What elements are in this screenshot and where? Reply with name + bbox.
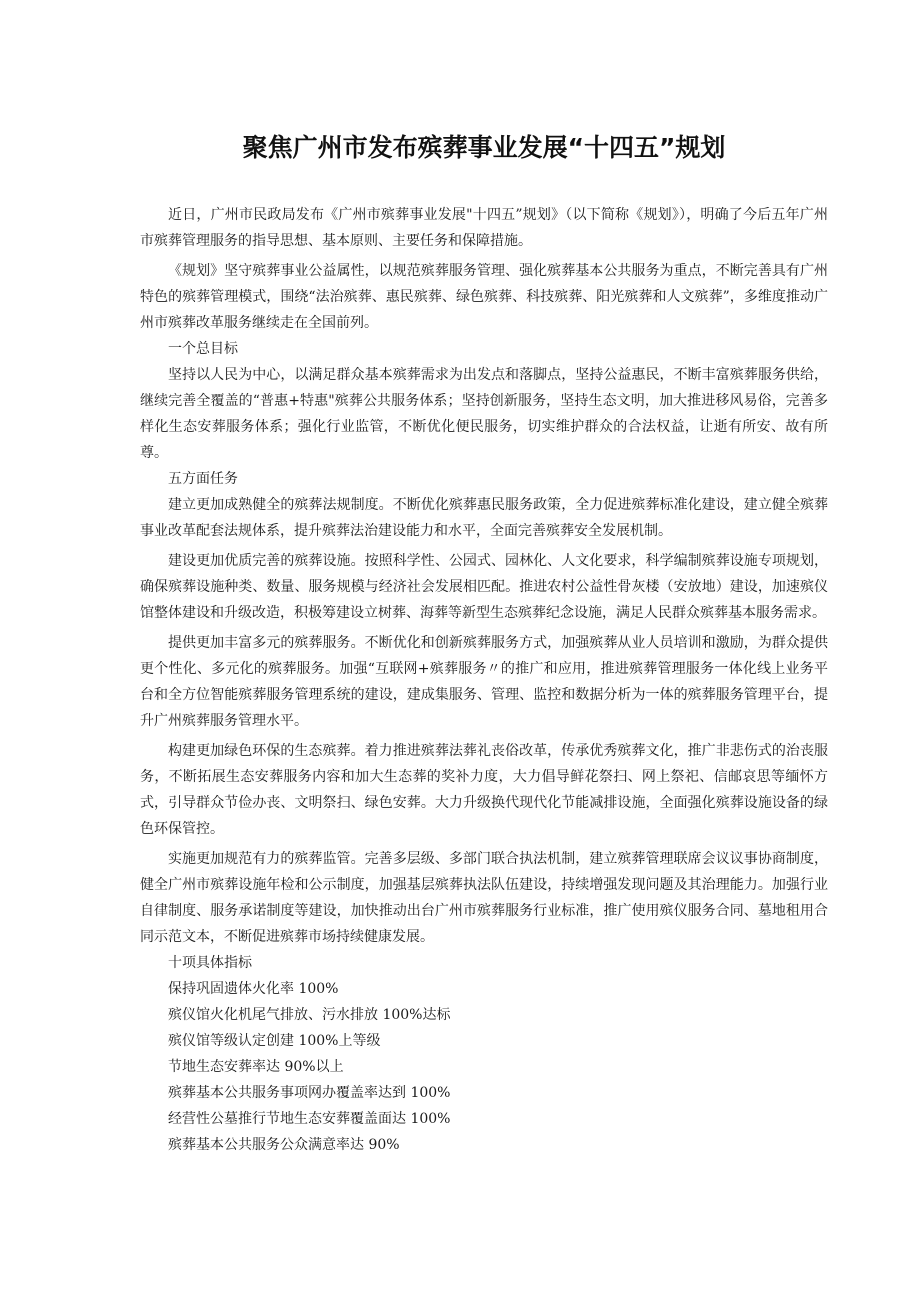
indicator-item: 节地生态安葬率达 90%以上 xyxy=(168,1059,344,1075)
indicator-item: 经营性公墓推行节地生态安葬覆盖面达 100% xyxy=(168,1111,451,1127)
indicator-item: 殡葬基本公共服务公众满意率达 90% xyxy=(168,1137,400,1153)
indicator-list xyxy=(140,976,828,1158)
indicator-item: 殡仪馆火化机尾气排放、污水排放 100%达标 xyxy=(168,1007,451,1023)
task-paragraph-ecology: 构建更加绿色环保的生态殡葬。着力推进殡葬法葬礼丧俗改革，传承优秀殡葬文化，推广非悲伤式的治丧服务，不断拓展生态安葬服务内容和加大生态葬的奖补力度，大力倡导鲜花祭扫、网上祭祀、信邮哀思等缅怀方式，引导群众节俭办丧、文明祭扫、绿色安葬。大力升级换代现代化节能减排设施，全面强化殡葬设施设备的绿色环保管控。 xyxy=(140,743,828,837)
plan-summary-paragraph: 《规划》坚守殡葬事业公益属性，以规范殡葬服务管理、强化殡葬基本公共服务为重点，不断完善具有广州特色的殡葬管理模式，围绕“法治殡葬、惠民殡葬、绿色殡葬、科技殡葬、阳光殡葬和人文殡葬”，多维度推动广州市殡葬改革服务继续走在全国前列。 xyxy=(140,263,828,331)
task-paragraph-facilities: 建设更加优质完善的殡葬设施。按照科学性、公园式、园林化、人文化要求，科学编制殡葬设施专项规划，确保殡葬设施种类、数量、服务规模与经济社会发展相匹配。推进农村公益性骨灰楼（安放地）建设，加速殡仪馆整体建设和升级改造，积极筹建设立树葬、海葬等新型生态殡葬纪念设施，满足人民群众殡葬基本服务需求。 xyxy=(140,553,828,621)
intro-paragraph: 近日，广州市民政局发布《广州市殡葬事业发展"十四五”规划》（以下简称《规划》），明确了今后五年广州市殡葬管理服务的指导思想、基本原则、主要任务和保障措施。 xyxy=(140,207,828,249)
task-paragraph-services: 提供更加丰富多元的殡葬服务。不断优化和创新殡葬服务方式，加强殡葬从业人员培训和激励，为群众提供更个性化、多元化的殡葬服务。加强“互联网+殡葬服务〃的推广和应用，推进殡葬管理服务一体化线上业务平台和全方位智能殡葬服务管理系统的建设，建成集服务、管理、监控和数据分析为一体的殡葬服务管理平台，提升广州殡葬服务管理水平。 xyxy=(140,635,828,729)
indicator-item: 殡仪馆等级认定创建 100%上等级 xyxy=(168,1033,381,1049)
indicator-item: 保持巩固遗体火化率 100% xyxy=(168,981,339,997)
task-paragraph-regulation: 建立更加成熟健全的殡葬法规制度。不断优化殡葬惠民服务政策，全力促进殡葬标准化建设，建立健全殡葬事业改革配套法规体系，提升殡葬法治建设能力和水平，全面完善殡葬安全发展机制。 xyxy=(140,497,828,539)
document-page xyxy=(140,128,828,1158)
section-heading-goal: 一个总目标 xyxy=(168,341,238,357)
indicator-item: 殡葬基本公共服务事项网办覆盖率达到 100% xyxy=(168,1085,451,1101)
document-title: 聚焦广州市发布殡葬事业发展“十四五”规划 xyxy=(242,133,726,162)
task-paragraph-supervision: 实施更加规范有力的殡葬监管。完善多层级、多部门联合执法机制，建立殡葬管理联席会议议事协商制度，健全广州市殡葬设施年检和公示制度，加强基层殡葬执法队伍建设，持续增强发现问题及其治理能力。加强行业自律制度、服务承诺制度等建设，加快推动出台广州市殡葬服务行业标准，推广使用殡仪服务合同、墓地租用合同示范文本，不断促进殡葬市场持续健康发展。 xyxy=(140,851,828,945)
goal-paragraph: 坚持以人民为中心，以满足群众基本殡葬需求为出发点和落脚点，坚持公益惠民，不断丰富殡葬服务供给，继续完善全覆盖的“普惠+特惠"殡葬公共服务体系；坚持创新服务，坚持生态文明，加大推进移风易俗，完善多样化生态安葬服务体系；强化行业监管，不断优化便民服务，切实维护群众的合法权益，让逝有所安、故有所尊。 xyxy=(140,367,828,461)
section-heading-indicators: 十项具体指标 xyxy=(168,955,252,971)
section-heading-tasks: 五方面任务 xyxy=(168,471,238,487)
